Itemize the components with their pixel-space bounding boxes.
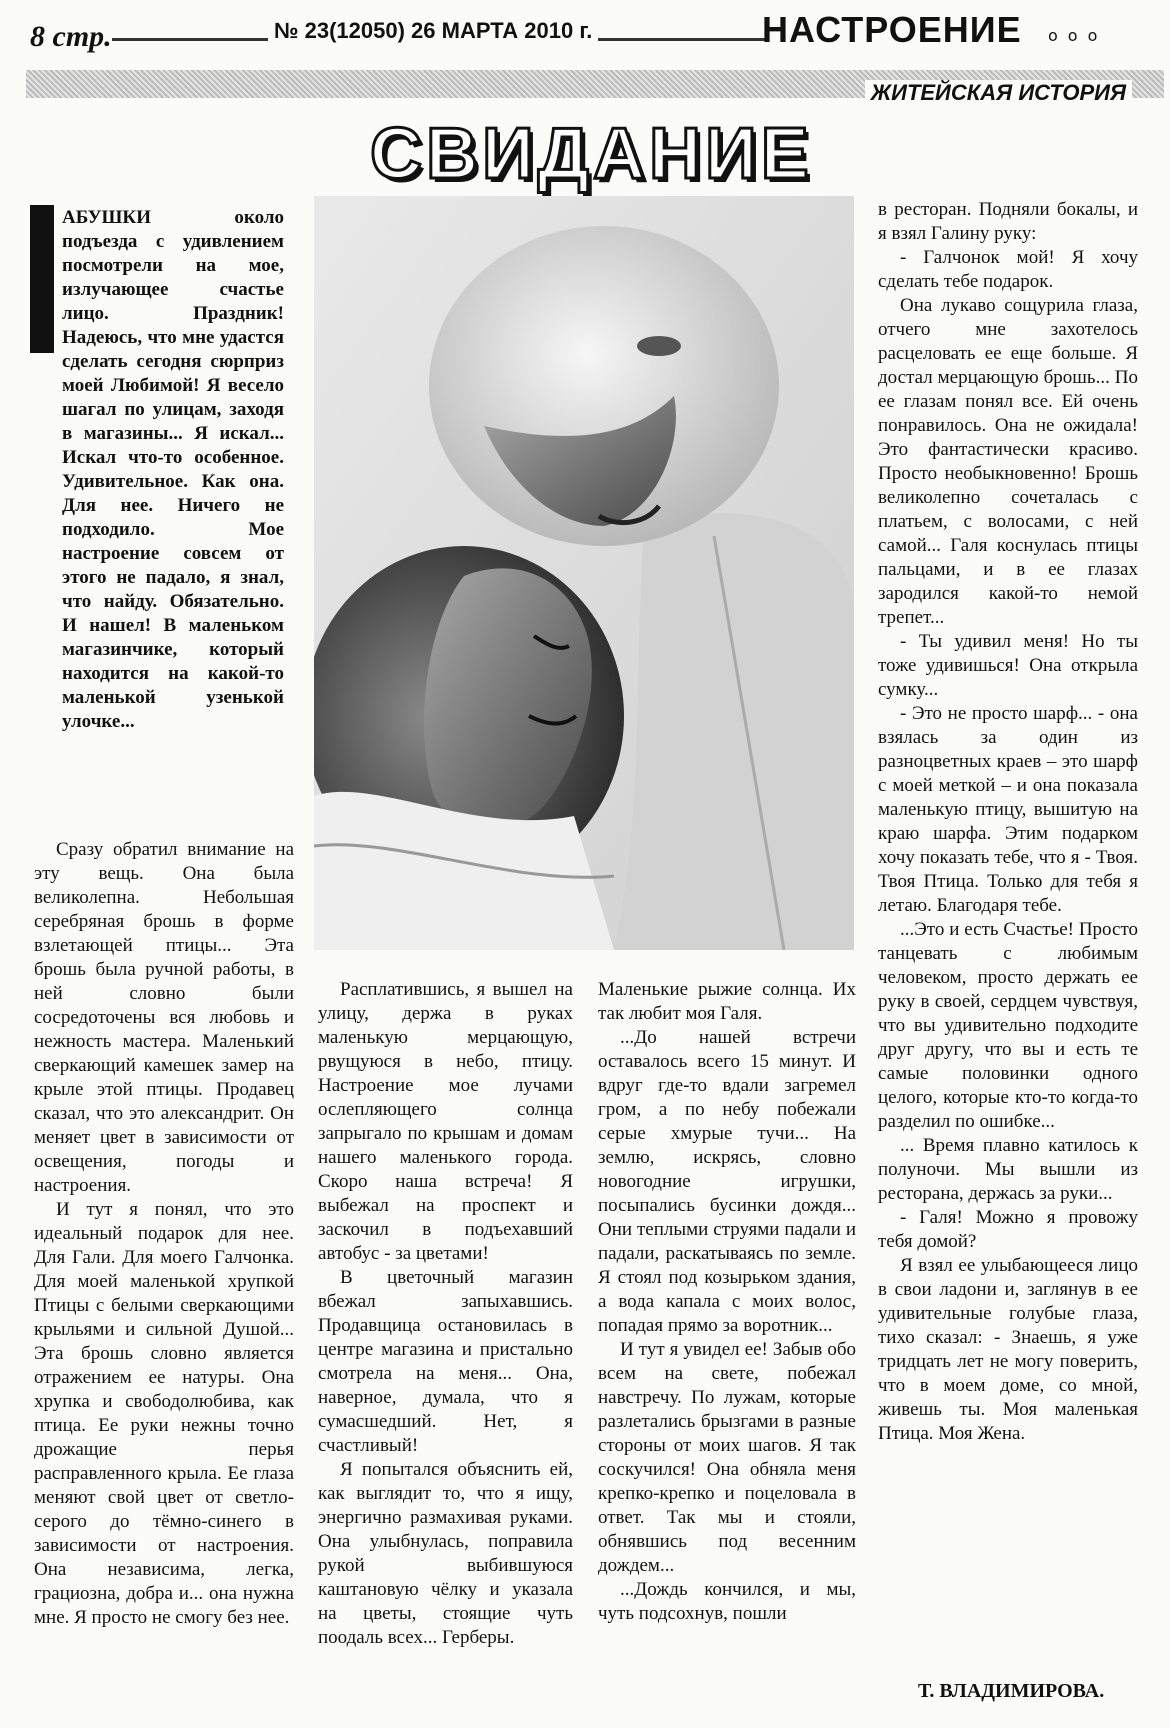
column-1 xyxy=(34,838,294,1630)
lead-paragraph: АБУШКИ около подъезда с удивлением посмотрели на мое, излучающее счастье лицо. Праздник! Надеюсь, что мне удастся сделать сегодня сюрприз моей Любимой! Я весело шагал по улицам, заходя в магазины... Я искал... Искал что-то особенное. Удивительное. Как она. Для нее. Ничего не подходило. Мое настроение совсем от этого не падало, я знал, что найду. Обязательно. И нашел! В маленьком магазинчике, который находится на какой-то маленькой узенькой улочке... xyxy=(62,207,284,732)
column-2 xyxy=(318,978,573,1650)
col4-paragraph: ...Это и есть Счастье! Просто танцевать с любимым человеком, просто держать ее руку в своей, сердцем чувствуя, что вы удивительно подходите друг другу, что вы и есть те самые половинки одного целого, которые кто-то когда-то разделил по ошибке... xyxy=(878,919,1138,1132)
col3-paragraph: ...Дождь кончился, и мы, чуть подсохнув, пошли xyxy=(598,1579,856,1624)
section-title: ЖИТЕЙСКАЯ ИСТОРИЯ xyxy=(865,80,1132,106)
column-4 xyxy=(878,198,1138,1446)
article-photo xyxy=(314,196,854,950)
col3-paragraph: И тут я увидел ее! Забыв обо всем на свете, побежал навстречу. По лужам, которые разлетались брызгами в разные стороны от моих шагов. Я так соскучился! Она обняла меня крепко-крепко и поцеловала в ответ. Так мы и стояли, обнявшись под весенним дождем... xyxy=(598,1339,856,1576)
col4-paragraph: - Галя! Можно я провожу тебя домой? xyxy=(878,1207,1138,1252)
rubric-dots: ooo xyxy=(1048,26,1108,45)
col4-paragraph: - Галчонок мой! Я хочу сделать тебе подарок. xyxy=(878,247,1138,292)
lead-column xyxy=(62,206,284,734)
col1-paragraph: И тут я понял, что это идеальный подарок для нее. Для Гали. Для моего Галчонка. Для моей маленькой хрупкой Птицы с белыми сверкающими крыльями и сильной Душой... Эта брошь словно является отражением ее натуры. Она хрупка и свободолюбива, как птица. Ее руки нежны точно дрожащие перья расправленного крыла. Ее глаза меняют свой цвет от светло-серого до тёмно-синего в зависимости от настроения. Она независима, легка, грациозна, добра и... она нужна мне. Я просто не смогу без нее. xyxy=(34,1199,294,1628)
col3-paragraph: Маленькие рыжие солнца. Их так любит моя Галя. xyxy=(598,979,856,1024)
issue-line: № 23(12050) 26 МАРТА 2010 г. xyxy=(268,18,598,44)
col2-paragraph: Я попытался объяснить ей, как выглядит то, что я ищу, энергично размахивая руками. Она улыбнулась, поправила рукой выбившуюся каштановую чёлку и указала на цветы, стоящие чуть поодаль всех... Герберы. xyxy=(318,1459,573,1648)
rubric-title: НАСТРОЕНИЕ xyxy=(762,9,1022,50)
col4-paragraph: - Это не просто шарф... - она взялась за один из разноцветных краев – это шарф с моей меткой – и она показала маленькую птицу, вышитую на краю шарфа. Этим подарком хочу показать тебе, что я - Твоя. Твоя Птица. Только для тебя я летаю. Благодаря тебе. xyxy=(878,703,1138,916)
article-title: СВИДАНИЕ xyxy=(370,114,813,194)
col1-paragraph: Сразу обратил внимание на эту вещь. Она была великолепна. Небольшая серебряная брошь в форме взлетающей птицы... Эта брошь была ручной работы, в ней словно были сосредоточены вся любовь и нежность мастера. Маленький сверкающий камешек замер на крыле этой птицы. Продавец сказал, что это александрит. Он меняет цвет в зависимости от освещения, погоды и настроения. xyxy=(34,839,294,1196)
drop-cap-block xyxy=(30,205,54,353)
couple-photo-image xyxy=(314,196,854,950)
col3-paragraph: ...До нашей встречи оставалось всего 15 минут. И вдруг где-то вдали загремел гром, а по небу побежали серые хмурые тучи... На землю, искрясь, словно новогодние игрушки, посыпались бусинки дождя... Они теплыми струями падали и падали, раскатываясь по земле. Я стоял под козырьком здания, а вода капала с моих волос, попадая прямо за воротник... xyxy=(598,1027,856,1336)
col4-paragraph: Она лукаво сощурила глаза, отчего мне захотелось расцеловать ее еще больше. Я достал мерцающую брошь... По ее глазам понял все. Ей очень понравилось. Она не ожидала! Это фантастически красиво. Просто необыкновенно! Брошь великолепно сочеталась с платьем, с волосами, с ней самой... Галя коснулась птицы пальцами, и в ее глазах зародился какой-то немой трепет... xyxy=(878,295,1138,628)
col4-paragraph: в ресторан. Подняли бокалы, и я взял Галину руку: xyxy=(878,199,1138,244)
author-signature: Т. ВЛАДИМИРОВА. xyxy=(918,1680,1105,1702)
col2-paragraph: Расплатившись, я вышел на улицу, держа в руках маленькую мерцающую, рвущуюся в небо, птицу. Настроение мое лучами ослепляющего солнца запрыгало по крышам и домам нашего маленького города. Скоро наша встреча! Я выбежал на проспект и заскочил в подъехавший автобус - за цветами! xyxy=(318,979,573,1264)
col2-paragraph: В цветочный магазин вбежал запыхавшись. Продавщица остановилась в центре магазина и пристально смотрела на меня... Она, наверное, думала, что я сумасшедший. Нет, я счастливый! xyxy=(318,1267,573,1456)
column-3 xyxy=(598,978,856,1626)
page-number: 8 стр. xyxy=(30,20,112,53)
col4-paragraph: Я взял ее улыбающееся лицо в свои ладони и, заглянув в ее удивительные голубые глаза, тихо сказал: - Знаешь, я уже тридцать лет не могу поверить, что в моем доме, со мной, живешь ты. Моя маленькая Птица. Моя Жена. xyxy=(878,1255,1138,1444)
col4-paragraph: - Ты удивил меня! Но ты тоже удивишься! Она открыла сумку... xyxy=(878,631,1138,700)
col4-paragraph: ... Время плавно катилось к полуночи. Мы вышли из ресторана, держась за руки... xyxy=(878,1135,1138,1204)
